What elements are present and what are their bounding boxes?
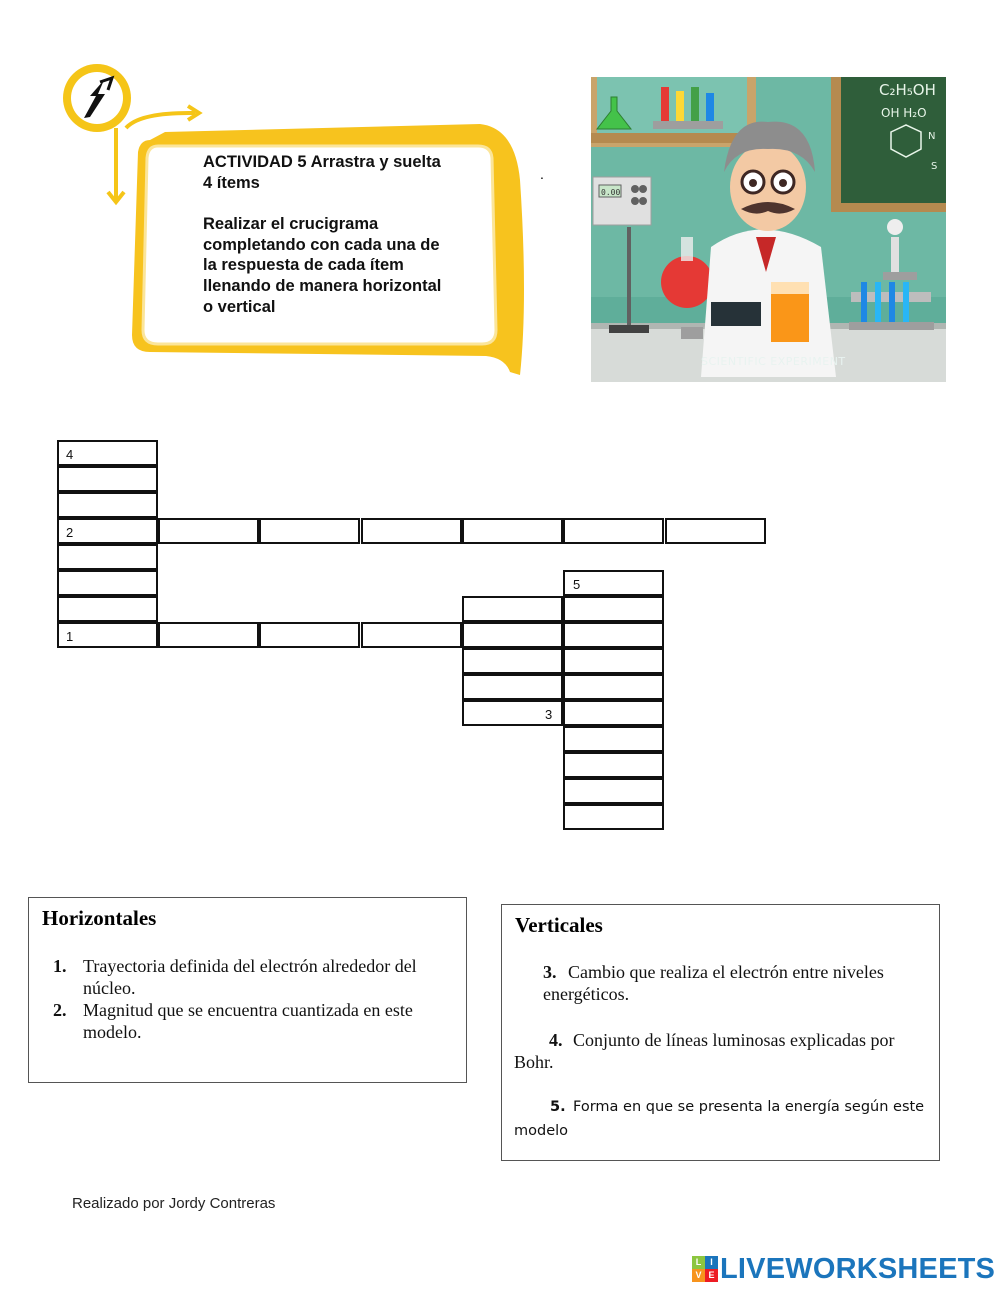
- crossword-cell[interactable]: [57, 466, 158, 492]
- horizontal-clues-box: [28, 897, 467, 1083]
- crossword-cell[interactable]: [158, 518, 259, 544]
- logo-letter-l: L: [692, 1256, 705, 1269]
- clue-text: Forma en que se presenta la energía según este modelo: [514, 1099, 925, 1139]
- activity-instructions: [203, 152, 448, 317]
- crossword-cell[interactable]: [57, 596, 158, 622]
- clue-number-3: 3: [545, 707, 553, 722]
- logo-letter-e: E: [705, 1269, 718, 1282]
- illustration-caption: SCIENTIFIC EXPERIMENT: [701, 355, 846, 368]
- clue-number: 1.: [53, 956, 67, 976]
- activity-description: Realizar el crucigrama completando con cada una de la respuesta de cada ítem llenando de manera horizontal o vertical: [203, 215, 442, 316]
- board-formula-2: OH H₂O: [881, 106, 927, 120]
- crossword-cell[interactable]: [158, 622, 259, 648]
- horizontal-clue-1: [53, 955, 453, 999]
- crossword-cell[interactable]: [462, 622, 563, 648]
- crossword-cell[interactable]: [563, 596, 664, 622]
- vertical-clue-3: [543, 961, 928, 1005]
- crossword-cell[interactable]: [57, 570, 158, 596]
- activity-title: ACTIVIDAD 5 Arrastra y suelta 4 ítems: [203, 153, 441, 192]
- clue-text: Conjunto de líneas luminosas explicadas por Bohr.: [514, 1030, 895, 1072]
- scientist-illustration: [591, 77, 946, 382]
- crossword-cell[interactable]: [563, 726, 664, 752]
- crossword-cell[interactable]: [462, 648, 563, 674]
- board-letter-s: S: [931, 161, 938, 172]
- crossword-cell[interactable]: [665, 518, 766, 544]
- vertical-clues-title: Verticales: [515, 913, 603, 937]
- crossword-cell[interactable]: [462, 518, 563, 544]
- crossword-cell[interactable]: [57, 544, 158, 570]
- clue-number-5: 5: [573, 577, 581, 592]
- board-letter-n: N: [928, 131, 936, 142]
- vertical-clue-4: [514, 1029, 929, 1073]
- crossword-cell[interactable]: [563, 674, 664, 700]
- clue-text: Trayectoria definida del electrón alrededor del núcleo.: [83, 956, 417, 998]
- crossword-cell[interactable]: [462, 596, 563, 622]
- crossword-cell[interactable]: [563, 648, 664, 674]
- crossword-cell[interactable]: [57, 492, 158, 518]
- crossword-cell[interactable]: [462, 674, 563, 700]
- brand-name: LIVEWORKSHEETS: [720, 1252, 996, 1285]
- meter-reading: 0.00: [601, 188, 621, 197]
- horizontal-clue-2: [53, 999, 453, 1043]
- author-credit: Realizado por Jordy Contreras: [72, 1195, 276, 1212]
- board-formula-1: C₂H₅OH: [879, 81, 936, 99]
- crossword-cell[interactable]: [361, 622, 462, 648]
- clue-number-2: 2: [66, 525, 74, 540]
- crossword-cell[interactable]: [563, 804, 664, 830]
- liveworksheets-logo-icon: [692, 1256, 718, 1282]
- liveworksheets-brand: [692, 1252, 995, 1286]
- clue-number-4: 4: [66, 447, 74, 462]
- logo-letter-i: I: [705, 1256, 718, 1269]
- clue-number: 4.: [549, 1030, 563, 1050]
- clue-number: 3.: [543, 962, 557, 982]
- crossword-cell[interactable]: [259, 622, 360, 648]
- vertical-clues-box: [501, 904, 940, 1161]
- crossword-cell[interactable]: [563, 622, 664, 648]
- clue-number-1: 1: [66, 629, 74, 644]
- crossword-cell[interactable]: [259, 518, 360, 544]
- clue-text: Magnitud que se encuentra cuantizada en este modelo.: [83, 1000, 413, 1042]
- logo-letter-v: V: [692, 1269, 705, 1282]
- clue-text: Cambio que realiza el electrón entre niveles energéticos.: [543, 962, 884, 1004]
- crossword-cell[interactable]: [563, 518, 664, 544]
- clue-number: 2.: [53, 1000, 67, 1020]
- horizontal-clues-title: Horizontales: [42, 906, 157, 930]
- crossword-cell[interactable]: [563, 752, 664, 778]
- clue-number: 5.: [550, 1099, 566, 1115]
- vertical-clue-5: [514, 1095, 929, 1143]
- crossword-cell[interactable]: [563, 778, 664, 804]
- stray-dot: .: [540, 166, 544, 182]
- crossword-cell[interactable]: [563, 700, 664, 726]
- crossword-cell[interactable]: [361, 518, 462, 544]
